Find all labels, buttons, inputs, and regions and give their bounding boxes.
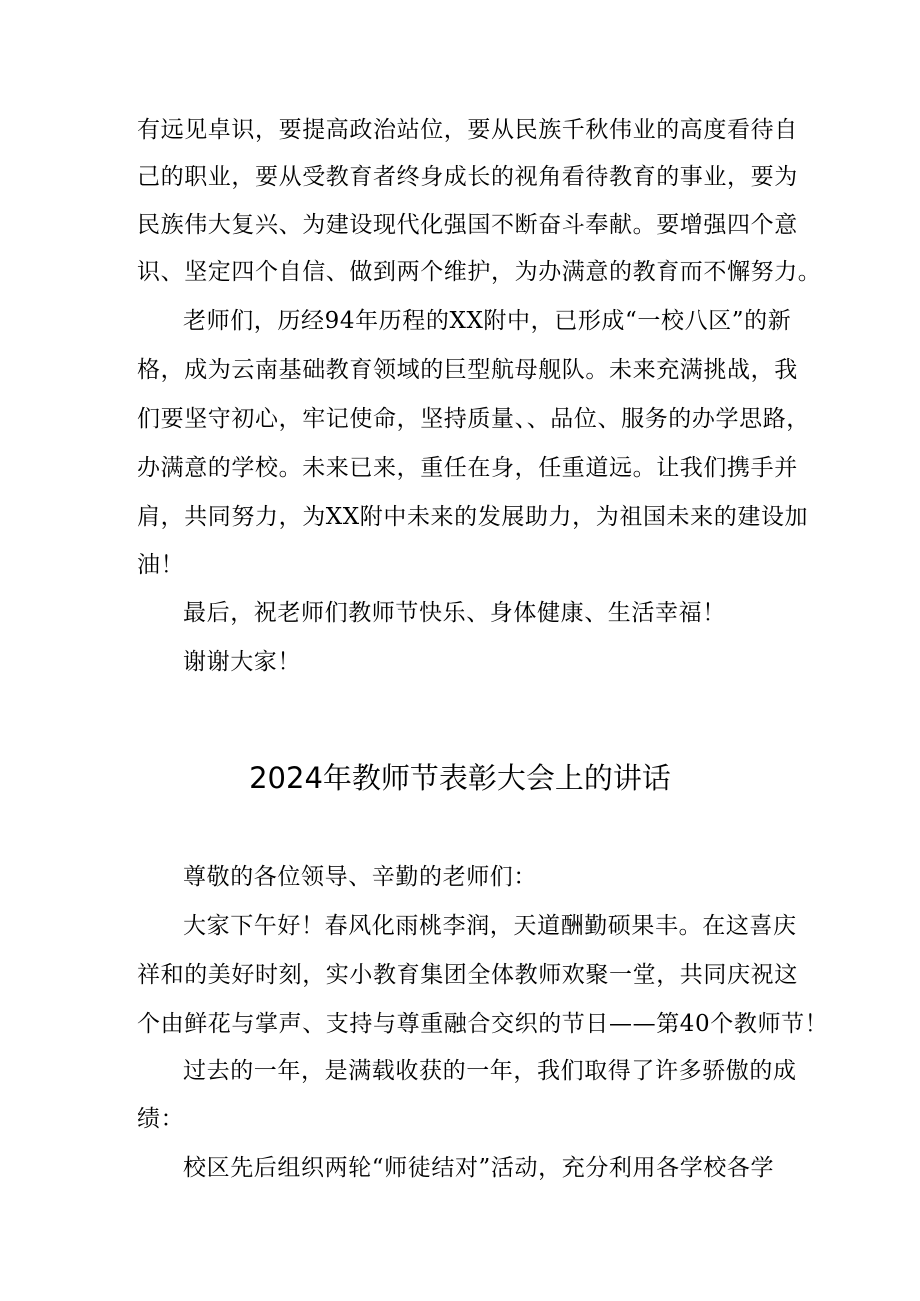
paragraph-line: 肩，共同努力，为XX附中未来的发展助力，为祖国未来的建设加	[137, 504, 809, 530]
paragraph-line: 办满意的学校。未来已来，重任在身，任重道远。让我们携手并	[137, 455, 798, 481]
paragraph-line: 大家下午好！春风化雨桃李润，天道酬勤硕果丰。在这喜庆	[183, 913, 797, 939]
paragraph-line: 老师们，历经94年历程的XX附中，已形成“一校八区”的新	[183, 308, 792, 334]
paragraph-line: 有远见卓识，要提高政治站位，要从民族千秋伟业的高度看待自	[137, 117, 798, 143]
paragraph-line: 识、坚定四个自信、做到两个维护，为办满意的教育而不懈努力。	[137, 259, 822, 285]
paragraph-line: 民族伟大复兴、为建设现代化强国不断奋斗奉献。要增强四个意	[137, 212, 798, 238]
paragraph-line: 祥和的美好时刻，实小教育集团全体教师欢聚一堂，共同庆祝这	[137, 962, 798, 988]
paragraph-line: 己的职业，要从受教育者终身成长的视角看待教育的事业，要为	[137, 164, 798, 190]
closing-thanks: 谢谢大家！	[183, 649, 301, 675]
closing-wish: 最后，祝老师们教师节快乐、身体健康、生活幸福！	[183, 600, 726, 626]
paragraph-line: 个由鲜花与掌声、支持与尊重融合交织的节日——第40个教师节！	[137, 1011, 829, 1037]
paragraph-line: 们要坚守初心，牢记使命，坚持质量、、品位、服务的办学思路，	[137, 406, 810, 432]
paragraph-line: 格，成为云南基础教育领域的巨型航母舰队。未来充满挑战，我	[137, 357, 798, 383]
paragraph-line: 油！	[137, 552, 185, 578]
paragraph-line: 校区先后组织两轮“师徒结对”活动，充分利用各学校各学	[183, 1155, 775, 1181]
speech-title: 2024年教师节表彰大会上的讲话	[249, 761, 671, 795]
paragraph-line: 过去的一年，是满载收获的一年，我们取得了许多骄傲的成	[183, 1058, 797, 1084]
salutation: 尊敬的各位领导、辛勤的老师们：	[183, 864, 537, 890]
paragraph-line: 绩：	[137, 1106, 185, 1132]
